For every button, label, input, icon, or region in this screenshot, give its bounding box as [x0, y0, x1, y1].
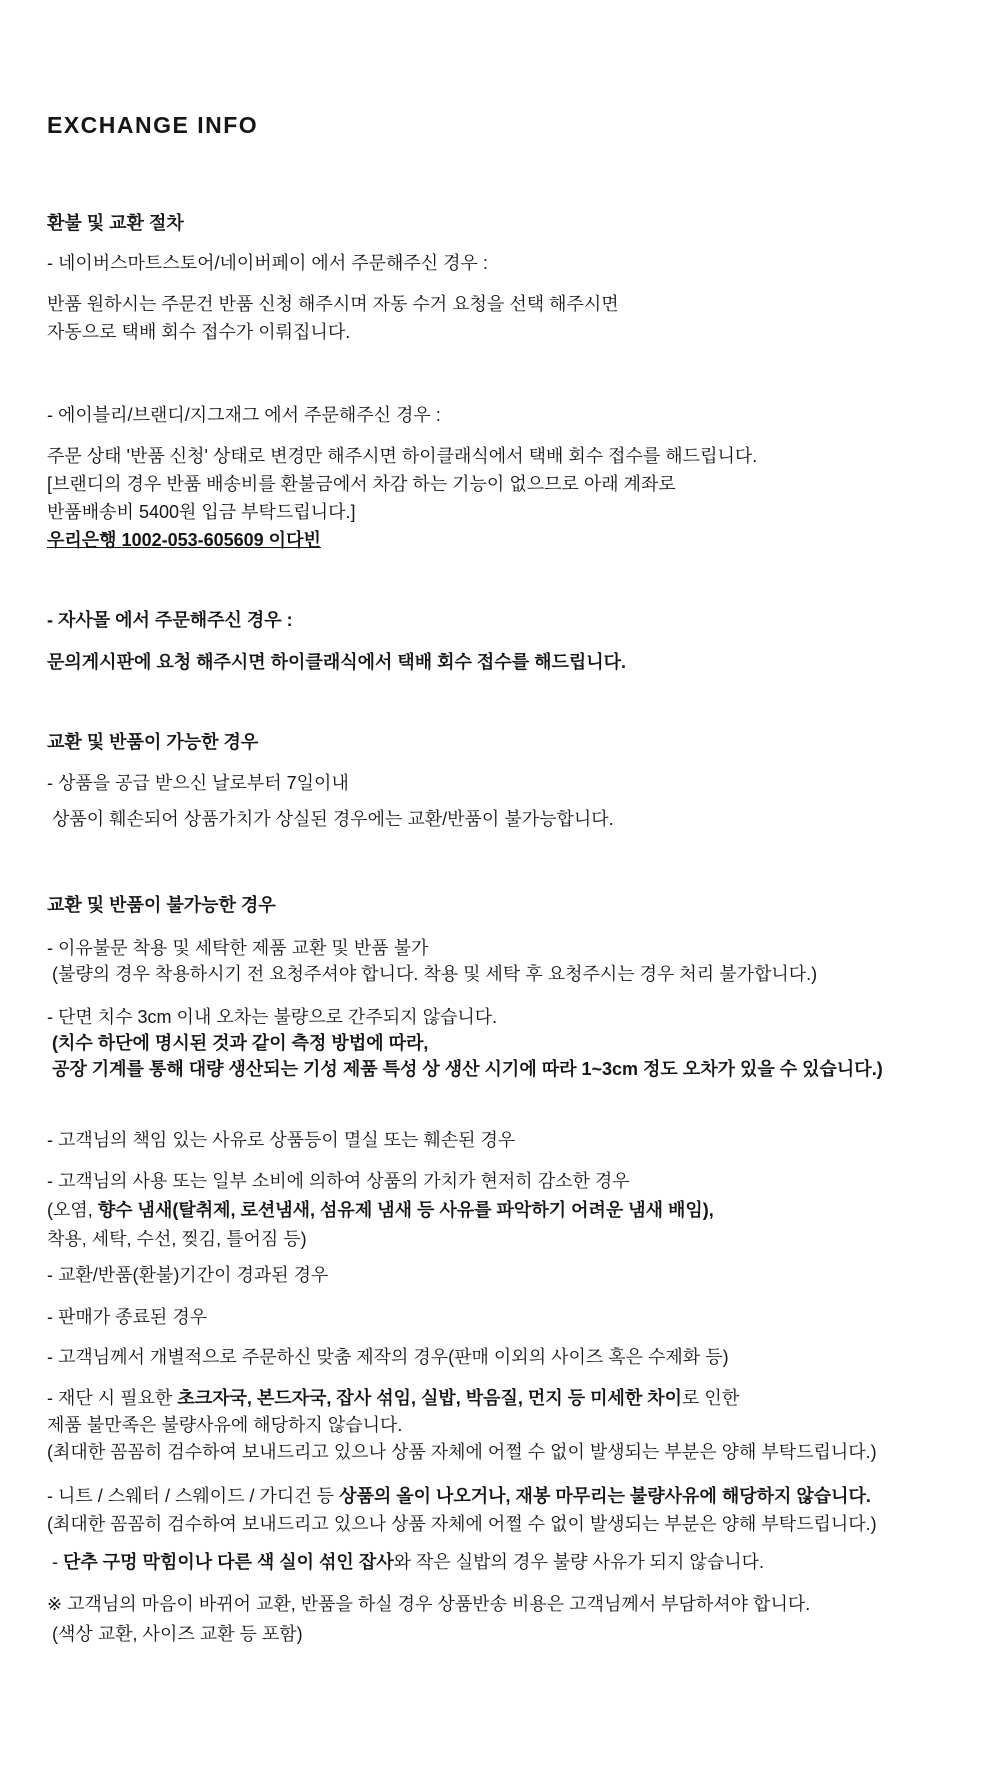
ably-order-label: [47, 402, 980, 429]
policy-line: (최대한 꼼꼼히 검수하여 보내드리고 있으나 상품 자체에 어쩔 수 없이 발생되는 부분은 양해 부탁드립니다.): [47, 1514, 877, 1534]
policy-text-bold: 향수 냄새(탈취제, 로션냄새, 섬유제 냄새 등 사유를 파악하기 어려운 냄새 배임),: [97, 1200, 714, 1220]
impossible-item-knit-loose-thread: [47, 1482, 980, 1538]
impossible-item-value-decrease: [47, 1167, 980, 1254]
ably-order-paragraph: [47, 442, 980, 554]
policy-text-normal: -: [47, 1552, 63, 1572]
policy-line: 상품이 훼손되어 상품가치가 상실된 경우에는 교환/반품이 불가능합니다.: [47, 809, 614, 829]
impossible-item-custom-made: [47, 1344, 980, 1371]
impossible-item-sale-ended: [47, 1304, 980, 1331]
policy-text-normal: 로 인한: [682, 1388, 740, 1408]
policy-line: - 에이블리/브랜디/지그재그 에서 주문해주신 경우 :: [47, 405, 441, 425]
policy-line: - 자사몰 에서 주문해주신 경우 :: [47, 610, 293, 630]
policy-line: (불량의 경우 착용하시기 전 요청주셔야 합니다. 착용 및 세탁 후 요청주시는 경우 처리 불가합니다.): [47, 964, 818, 984]
exchange-possible-heading: 교환 및 반품이 가능한 경우: [47, 732, 259, 752]
section-exchange-impossible: [47, 892, 980, 1649]
policy-text-bold: 초크자국, 본드자국, 잡사 섞임, 실밥, 박음질, 먼지 등 미세한 차이: [177, 1388, 683, 1408]
section-exchange-possible: [47, 729, 980, 833]
impossible-item-buttonhole: [47, 1549, 980, 1576]
policy-line: 문의게시판에 요청 해주시면 하이클래식에서 택배 회수 접수를 해드립니다.: [47, 652, 627, 672]
policy-line: (최대한 꼼꼼히 검수하여 보내드리고 있으나 상품 자체에 어쩔 수 없이 발생되는 부분은 양해 부탁드립니다.): [47, 1442, 877, 1462]
policy-line: [47, 1482, 980, 1510]
policy-text-normal: - 니트 / 스웨터 / 스웨이드 / 가디건 등: [47, 1486, 340, 1506]
policy-line: - 단면 치수 3cm 이내 오차는 불량으로 간주되지 않습니다.: [47, 1007, 498, 1027]
policy-line: 주문 상태 '반품 신청' 상태로 변경만 해주시면 하이클래식에서 택배 회수 접수를 해드립니다.: [47, 446, 758, 466]
policy-line: 반품배송비 5400원 입금 부탁드립니다.]: [47, 502, 356, 522]
naver-order-label: [47, 250, 980, 277]
policy-text-normal: 와 작은 실밥의 경우 불량 사유가 되지 않습니다.: [393, 1552, 764, 1572]
section-refund-procedure: [47, 210, 980, 676]
policy-line: - 고객님의 사용 또는 일부 소비에 의하여 상품의 가치가 현저히 감소한 경우: [47, 1171, 630, 1191]
policy-line: - 상품을 공급 받으신 날로부터 7일이내: [47, 773, 349, 793]
impossible-item-minor-marks: [47, 1385, 980, 1466]
policy-line: - 교환/반품(환불)기간이 경과된 경우: [47, 1265, 329, 1285]
policy-line: 공장 기계를 통해 대량 생산되는 기성 제품 특성 상 생산 시기에 따라 1~3cm 정도 오차가 있을 수 있습니다.): [47, 1059, 883, 1079]
policy-line: - 네이버스마트스토어/네이버페이 에서 주문해주신 경우 :: [47, 253, 488, 273]
policy-line: 제품 불만족은 불량사유에 해당하지 않습니다.: [47, 1415, 403, 1435]
possible-item: [47, 770, 980, 797]
policy-line: [47, 1196, 980, 1225]
policy-text-normal: (오염,: [47, 1200, 98, 1220]
exchange-impossible-heading: 교환 및 반품이 불가능한 경우: [47, 895, 276, 915]
possible-note: [47, 806, 980, 833]
impossible-item-worn-washed: [47, 935, 980, 987]
policy-line: [47, 1385, 980, 1412]
bank-account-line: 우리은행 1002-053-605609 이다빈: [47, 530, 321, 550]
policy-line: 자동으로 택배 회수 접수가 이뤄집니다.: [47, 322, 351, 342]
impossible-item-customer-fault: [47, 1127, 980, 1154]
policy-line: (색상 교환, 사이즈 교환 등 포함): [47, 1624, 303, 1644]
own-mall-order-label: [47, 607, 980, 634]
policy-line: - 판매가 종료된 경우: [47, 1307, 208, 1327]
policy-line: [브랜디의 경우 반품 배송비를 환불금에서 차감 하는 기능이 없으므로 아래 계좌로: [47, 474, 676, 494]
policy-line: ※ 고객님의 마음이 바뀌어 교환, 반품을 하실 경우 상품반송 비용은 고객님께서 부담하셔야 합니다.: [47, 1594, 811, 1614]
page-title: EXCHANGE INFO: [47, 112, 259, 138]
policy-line: - 고객님께서 개별적으로 주문하신 맞춤 제작의 경우(판매 이외의 사이즈 혹은 수제화 등): [47, 1347, 729, 1367]
policy-text-bold: 단추 구멍 막힘이나 다른 색 실이 섞인 잡사: [63, 1552, 394, 1572]
impossible-item-size-tolerance: [47, 1004, 980, 1082]
change-of-mind-notice: [47, 1589, 980, 1649]
naver-order-paragraph: [47, 290, 980, 346]
own-mall-order-paragraph: [47, 649, 980, 676]
impossible-item-period-expired: [47, 1262, 980, 1289]
policy-line: (치수 하단에 명시된 것과 같이 측정 방법에 따라,: [47, 1033, 429, 1053]
policy-line: - 고객님의 책임 있는 사유로 상품등이 멸실 또는 훼손된 경우: [47, 1130, 516, 1150]
refund-procedure-heading: 환불 및 교환 절차: [47, 213, 184, 233]
policy-line: - 이유불문 착용 및 세탁한 제품 교환 및 반품 불가: [47, 938, 429, 958]
policy-line: 반품 원하시는 주문건 반품 신청 해주시며 자동 수거 요청을 선택 해주시면: [47, 294, 619, 314]
policy-text-normal: - 재단 시 필요한: [47, 1388, 178, 1408]
policy-line: 착용, 세탁, 수선, 찢김, 틀어짐 등): [47, 1229, 307, 1249]
policy-text-bold: 상품의 올이 나오거나, 재봉 마무리는 불량사유에 해당하지 않습니다.: [339, 1486, 871, 1506]
policy-line: [47, 1549, 980, 1576]
